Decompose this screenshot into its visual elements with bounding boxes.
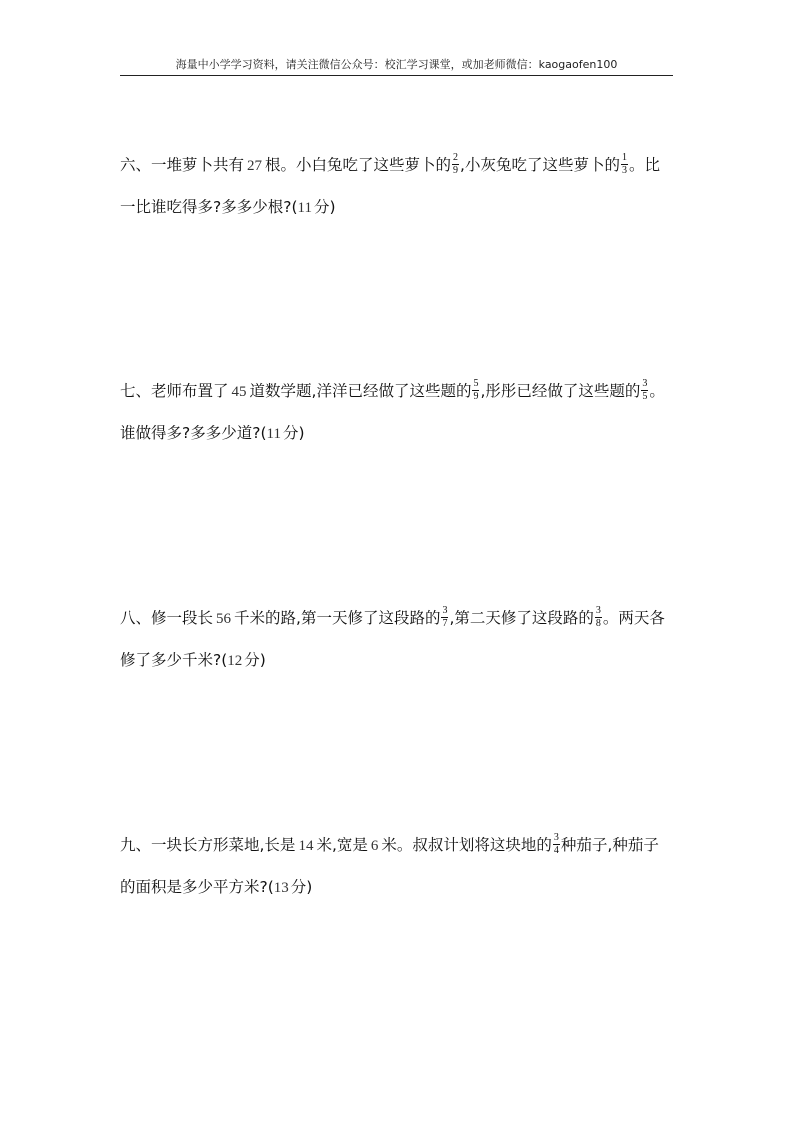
question-6-text-c: ,小灰兔吃了这些萝卜的: [460, 156, 620, 174]
question-8-text-c: ,第二天修了这段路的: [449, 609, 594, 627]
question-8-text-b: 千米的路,第一天修了这段路的: [234, 609, 441, 627]
question-7-text-f: 分): [282, 424, 305, 442]
fraction-3-4: [553, 833, 560, 856]
question-6-text-d: 。比: [628, 156, 660, 174]
question-7-number: 45: [231, 384, 247, 400]
question-6-text-b: 根。小白兔吃了这些萝卜的: [265, 156, 452, 174]
question-9-text-e: 的面积是多少平方米?(: [120, 878, 274, 896]
fraction-numerator: 1: [621, 152, 627, 163]
fraction-numerator: 3: [553, 832, 559, 843]
question-7-text-d: 。: [649, 382, 665, 400]
fraction-numerator: 3: [595, 605, 601, 616]
fraction-numerator: 2: [453, 152, 459, 163]
fraction-numerator: 5: [473, 378, 479, 389]
fraction-2-9: [452, 153, 459, 176]
fraction-denominator: 4: [553, 845, 559, 856]
question-7-line-1: [120, 379, 665, 403]
question-8-text-a: 八、修一段长: [120, 609, 214, 627]
question-7-text-b: 道数学题,洋洋已经做了这些题的: [249, 382, 472, 400]
question-9-width: 6: [370, 838, 379, 854]
question-8-text-d: 。两天各: [602, 609, 665, 627]
question-7-score: 11: [266, 426, 281, 442]
question-9-text-b: 米,宽是: [316, 836, 368, 854]
fraction-1-3: [621, 153, 628, 176]
question-6-line-2: [120, 195, 336, 219]
fraction-numerator: 3: [642, 378, 648, 389]
page-header: 海量中小学学习资料，请关注微信公众号：校汇学习课堂，或加老师微信：kaogaofen100: [120, 57, 673, 76]
question-8-number: 56: [216, 611, 232, 627]
question-6-number: 27: [247, 158, 263, 174]
question-9-score: 13: [273, 880, 289, 896]
question-9-text-c: 米。叔叔计划将这块地的: [381, 836, 552, 854]
question-6-line-1: [120, 153, 660, 177]
fraction-denominator: 3: [621, 165, 627, 176]
question-9-text-f: 分): [290, 878, 313, 896]
fraction-5-9: [472, 379, 479, 402]
question-8-line-2: [120, 648, 266, 672]
question-6-text-a: 六、一堆萝卜共有: [120, 156, 245, 174]
question-6-text-e: 一比谁吃得多?多多少根?(: [120, 198, 298, 216]
question-7-line-2: [120, 421, 305, 445]
question-8-text-e: 修了多少千米?(: [120, 651, 228, 669]
question-9-line-2: [120, 875, 312, 899]
question-6-score: 11: [297, 200, 312, 216]
question-7-text-c: ,彤彤已经做了这些题的: [480, 382, 641, 400]
question-9-text-d: 种茄子,种茄子: [560, 836, 659, 854]
question-8-line-1: [120, 606, 665, 630]
question-9-length: 14: [298, 838, 314, 854]
question-8-text-f: 分): [244, 651, 266, 669]
fraction-denominator: 8: [595, 618, 601, 629]
fraction-denominator: 7: [442, 618, 448, 629]
fraction-denominator: 5: [642, 391, 648, 402]
question-8-score: 12: [227, 653, 243, 669]
question-6-text-f: 分): [313, 198, 336, 216]
question-9-line-1: [120, 833, 659, 857]
fraction-3-5: [641, 379, 648, 402]
fraction-3-7: [441, 606, 448, 629]
fraction-denominator: 9: [453, 165, 459, 176]
question-7-text-a: 七、老师布置了: [120, 382, 229, 400]
fraction-denominator: 9: [473, 391, 479, 402]
question-9-text-a: 九、一块长方形菜地,长是: [120, 836, 296, 854]
fraction-3-8: [595, 606, 602, 629]
question-7-text-e: 谁做得多?多多少道?(: [120, 424, 267, 442]
fraction-numerator: 3: [442, 605, 448, 616]
